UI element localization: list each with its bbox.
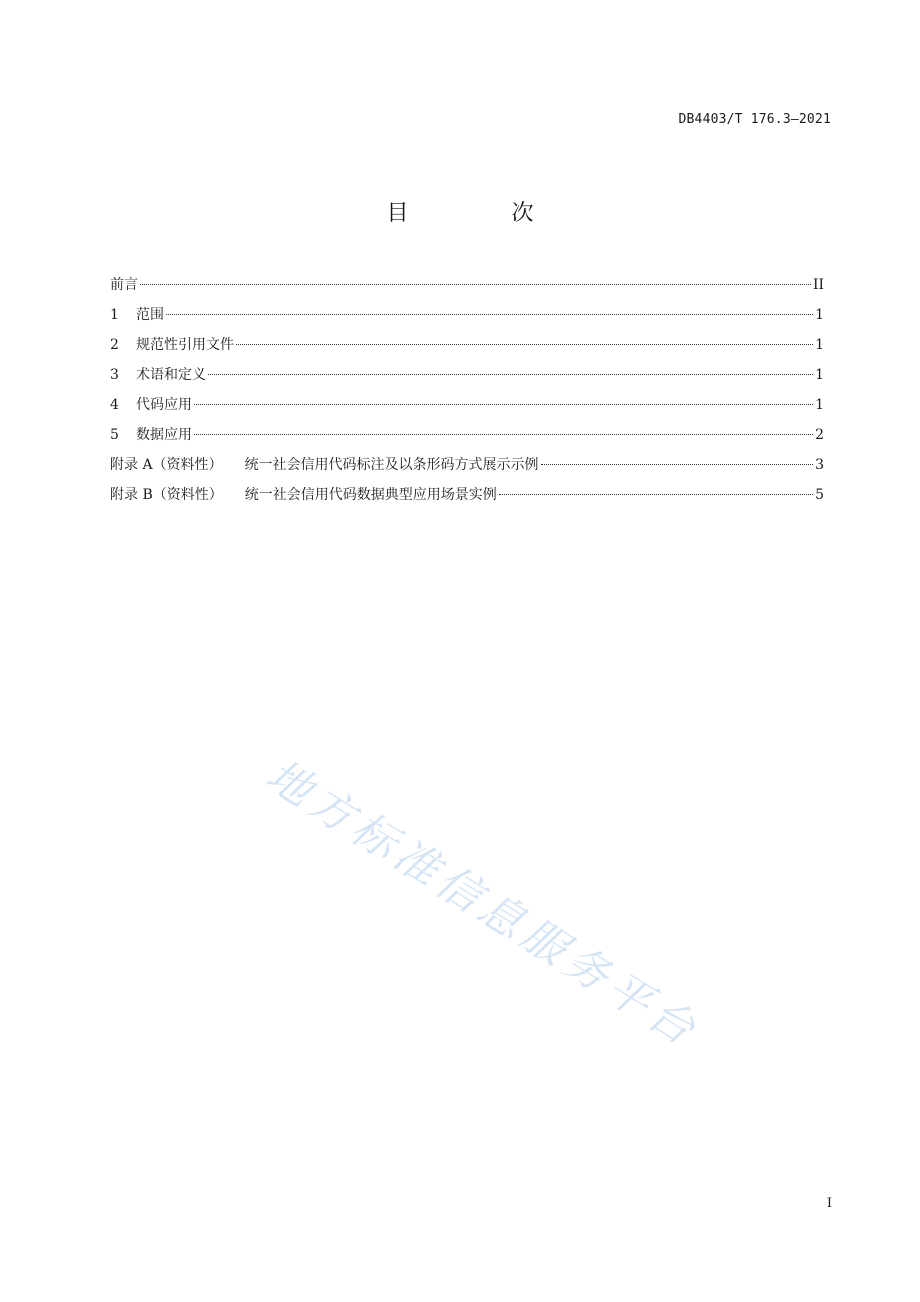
toc-entry-label: 代码应用	[136, 397, 192, 413]
toc-entry-page: 1	[815, 337, 824, 353]
toc-leader-dots	[208, 374, 813, 375]
toc-leader-dots	[194, 434, 813, 435]
toc-entry-number: 4	[110, 397, 119, 413]
toc-leader-dots	[194, 404, 813, 405]
toc-entry-label: 附录 A（资料性）	[110, 457, 223, 473]
toc-leader-dots	[140, 284, 811, 285]
toc-entry-label: 范围	[136, 307, 164, 323]
toc-entry-terms-definitions[interactable]	[110, 360, 824, 390]
toc-entry-appendix-a[interactable]	[110, 450, 824, 480]
toc-leader-dots	[499, 494, 813, 495]
toc-leader-dots	[166, 314, 813, 315]
toc-entry-scope[interactable]	[110, 300, 824, 330]
document-code: DB4403/T 176.3—2021	[678, 112, 831, 127]
toc-entry-preface[interactable]	[110, 270, 824, 300]
toc-entry-label: 附录 B（资料性）	[110, 487, 223, 503]
toc-entry-appendix-b[interactable]	[110, 480, 824, 510]
toc-entry-label: 数据应用	[136, 427, 192, 443]
toc-entry-page: II	[812, 277, 824, 293]
toc-entry-number: 5	[110, 427, 119, 443]
table-of-contents	[110, 270, 824, 510]
toc-entry-number: 1	[110, 307, 119, 323]
toc-entry-page: 2	[815, 427, 824, 443]
toc-entry-code-application[interactable]	[110, 390, 824, 420]
toc-entry-label: 前言	[110, 277, 138, 293]
watermark: 地方标准信息服务平台	[257, 749, 709, 1058]
toc-title: 目 次	[386, 201, 582, 226]
toc-entry-page: 3	[815, 457, 824, 473]
toc-entry-page: 1	[815, 307, 824, 323]
toc-entry-number: 2	[110, 337, 119, 353]
toc-entry-number: 3	[110, 367, 119, 383]
toc-entry-page: 1	[815, 397, 824, 413]
toc-entry-title: 统一社会信用代码数据典型应用场景实例	[244, 487, 497, 503]
toc-entry-normative-references[interactable]	[110, 330, 824, 360]
toc-entry-title: 统一社会信用代码标注及以条形码方式展示示例	[244, 457, 539, 473]
toc-leader-dots	[236, 344, 813, 345]
toc-leader-dots	[541, 464, 814, 465]
toc-entry-label: 规范性引用文件	[136, 337, 234, 353]
toc-entry-data-application[interactable]	[110, 420, 824, 450]
toc-entry-page: 1	[815, 367, 824, 383]
toc-entry-page: 5	[815, 487, 824, 503]
page-number: I	[826, 1196, 832, 1211]
toc-entry-label: 术语和定义	[136, 367, 206, 383]
